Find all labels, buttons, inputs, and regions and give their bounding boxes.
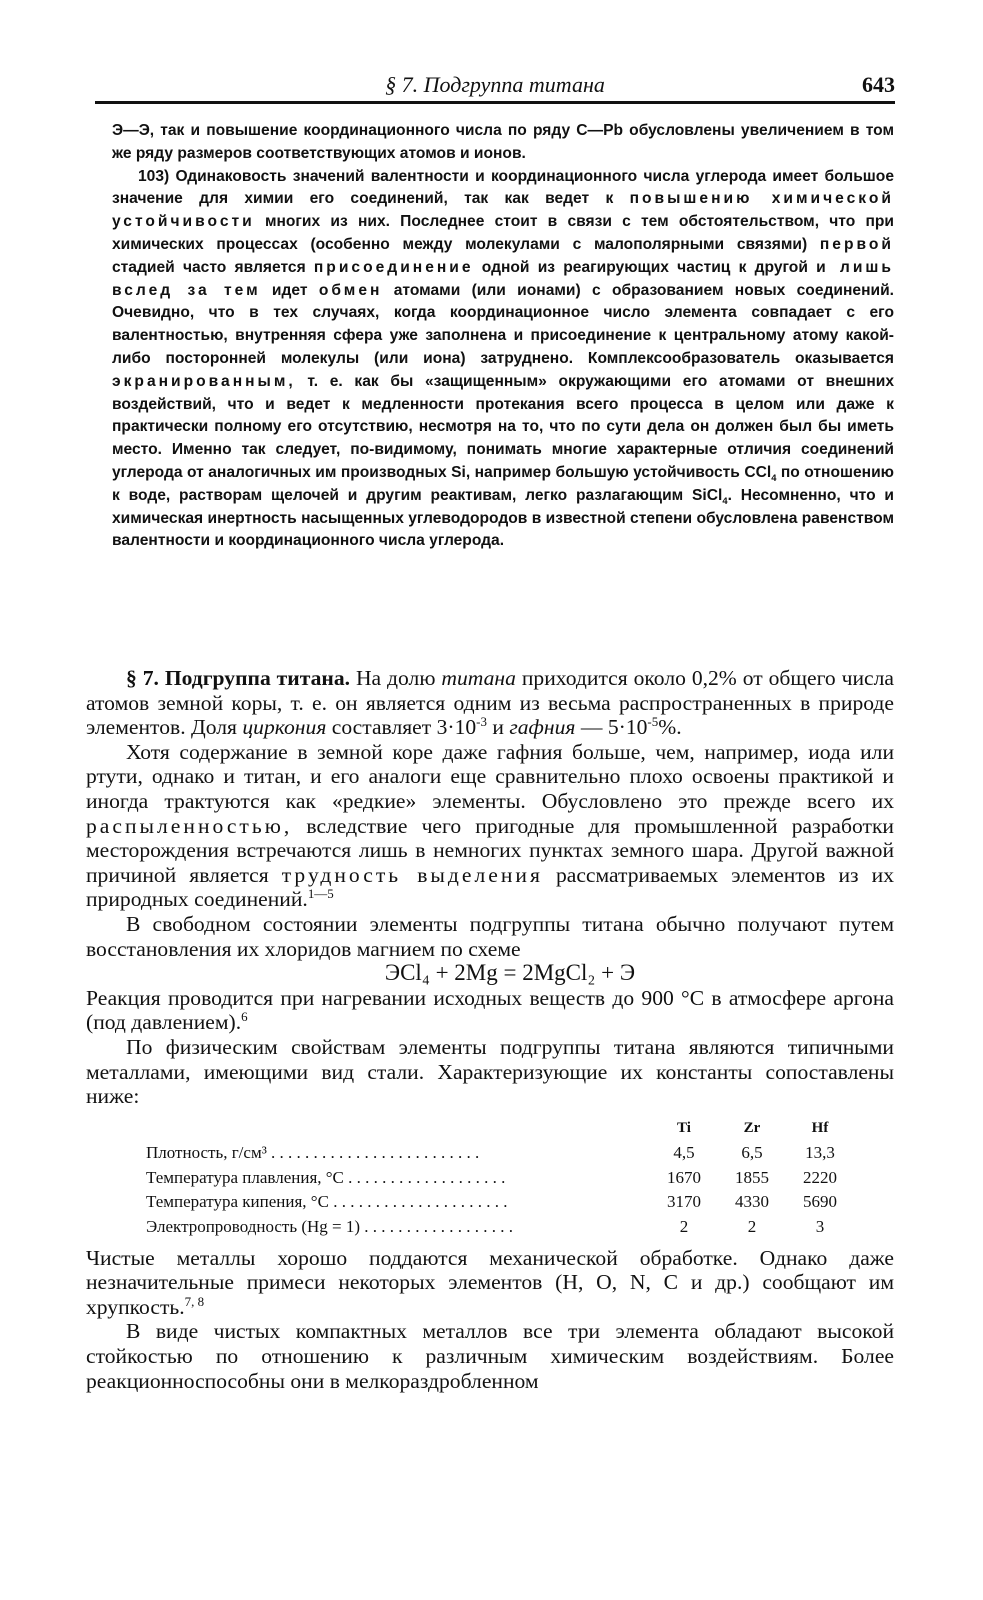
row-label: Температура кипения, °С . . . . . . . . . . . . . . . . . . . . .: [146, 1192, 508, 1212]
main-text: [86, 666, 894, 1393]
table-cell: 4330: [735, 1192, 769, 1212]
table-row: [146, 1215, 854, 1240]
table-cell: 3: [815, 1217, 825, 1237]
note-paragraph: Э—Э, так и повышение координационного числа по ряду С—Pb обусловлены увеличением в том же ряду размеров соответствующих атомов и ионов.: [112, 122, 894, 162]
note-103: 103) Одинаковость значений валентности и координационного числа углерода имеет большое значение для химии его соединений, так как ведет к повышению химической устойчивости многих из них. Последнее стоит в связи с тем обстоятельством, что при химических процессах (особенно между молекулами с малополярными связями) первой стадией часто является присоединение одной из реагирующих частиц к другой и лишь вслед за тем идет обмен атомами (или ионами) с образованием новых соединений. Очевидно, что в тех случаях, когда координационное число элемента совпадает с его валентностью, внутренняя сфера уже заполнена и присоединение к центральному атому какой-либо посторонней молекулы (или иона) затруднено. Комплексообразователь оказывается экранированным, т. е. как бы «защищенным» окружающими его атомами от внешних воздействий, что и ведет к медленности протекания всего процесса в целом или даже к практически полному его отсутствию, несмотря на то, что по сути дела он должен был бы иметь место. Именно так следует, по-видимому, понимать многие характерные отличия соединений углерода от аналогичных им производных Si, например большую устойчивость CCl$_4$ по отношению к воде, растворам щелочей и другим реактивам, легко разлагающим SiCl$_4$. Несомненно, что и химическая инертность насыщенных углеводородов в известной степени обусловлена равенством валентности и координационного числа углерода.: [112, 167, 895, 550]
table-header-row: [146, 1115, 854, 1142]
row-label: Плотность, г/см³ . . . . . . . . . . . . . . . . . . . . . . . . .: [146, 1143, 480, 1163]
table-row: [146, 1141, 854, 1166]
body-paragraph: Хотя содержание в земной коре даже гафния больше, чем, например, иода или ртути, однако и титан, и его аналоги еще сравнительно плохо освоены практикой и иногда трактуются как «редкие» элементы. Обусловлено это прежде всего их распыленностью, вследствие чего пригодные для промышленной разработки месторождения встречаются лишь в немногих пунктах земного шара. Другой важной причиной является трудность выделения рассматриваемых элементов из их природных соединений.$^{1—5}$: [86, 739, 894, 912]
table-cell: 6,5: [741, 1143, 763, 1163]
section-heading: § 7. Подгруппа титана.: [126, 666, 351, 690]
table-cell: 2: [679, 1217, 689, 1237]
table-row: [146, 1190, 854, 1215]
table-cell: 1855: [735, 1167, 769, 1187]
properties-table: [146, 1115, 854, 1240]
row-label: Электропроводность (Hg = 1) . . . . . . . . . . . . . . . . . .: [146, 1217, 514, 1237]
table-cell: 2: [747, 1217, 757, 1237]
table-cell: 13,3: [805, 1143, 835, 1163]
section-intro-paragraph: § 7. Подгруппа титана. На долю титана приходится около 0,2% от общего числа атомов земной коры, т. е. он является одним из весьма распространенных в природе элементов. Доля циркония составляет $3\cdot 10^{-3}$ и гафния — $5\cdot 10^{-5}\%$.: [86, 666, 894, 740]
body-paragraph: Реакция проводится при нагревании исходных веществ до 900 °С в атмосфере аргона (под давлением).$^6$: [86, 985, 894, 1035]
header-rule: [95, 101, 895, 104]
body-paragraph: Чистые металлы хорошо поддаются механической обработке. Однако даже незначительные примеси некоторых элементов (H, O, N, C и др.) сообщают им хрупкость.$^{7, 8}$: [86, 1245, 894, 1319]
reaction-formula: ЭCl₄ + 2Mg = 2MgCl₂ + Э: [384, 960, 636, 986]
table-cell: 2220: [803, 1167, 837, 1187]
table-cell: 3170: [667, 1192, 701, 1212]
column-header: Ti: [677, 1119, 691, 1136]
body-paragraph: В виде чистых компактных металлов все три элемента обладают высокой стойкостью по отношению к различным химическим воздействиям. Более реакционноспособны они в мелкораздробленном: [86, 1319, 894, 1393]
column-header: Zr: [743, 1119, 761, 1136]
body-paragraph: В свободном состоянии элементы подгруппы титана обычно получают путем восстановления их хлоридов магнием по схеме: [86, 911, 894, 961]
footnotes-block: [112, 120, 894, 553]
table-cell: 4,5: [673, 1143, 695, 1163]
header-title: § 7. Подгруппа титана: [385, 72, 605, 97]
page-number: 643: [862, 72, 895, 97]
column-header: Hf: [811, 1119, 829, 1136]
table-cell: 1670: [667, 1167, 701, 1187]
running-header: [95, 72, 895, 98]
body-paragraph: По физическим свойствам элементы подгруппы титана являются типичными металлами, имеющими вид стали. Характеризующие их константы сопоставлены ниже:: [86, 1034, 894, 1109]
table-cell: 5690: [803, 1192, 837, 1212]
table-row: [146, 1166, 854, 1191]
row-label: Температура плавления, °С . . . . . . . . . . . . . . . . . . .: [146, 1167, 506, 1187]
